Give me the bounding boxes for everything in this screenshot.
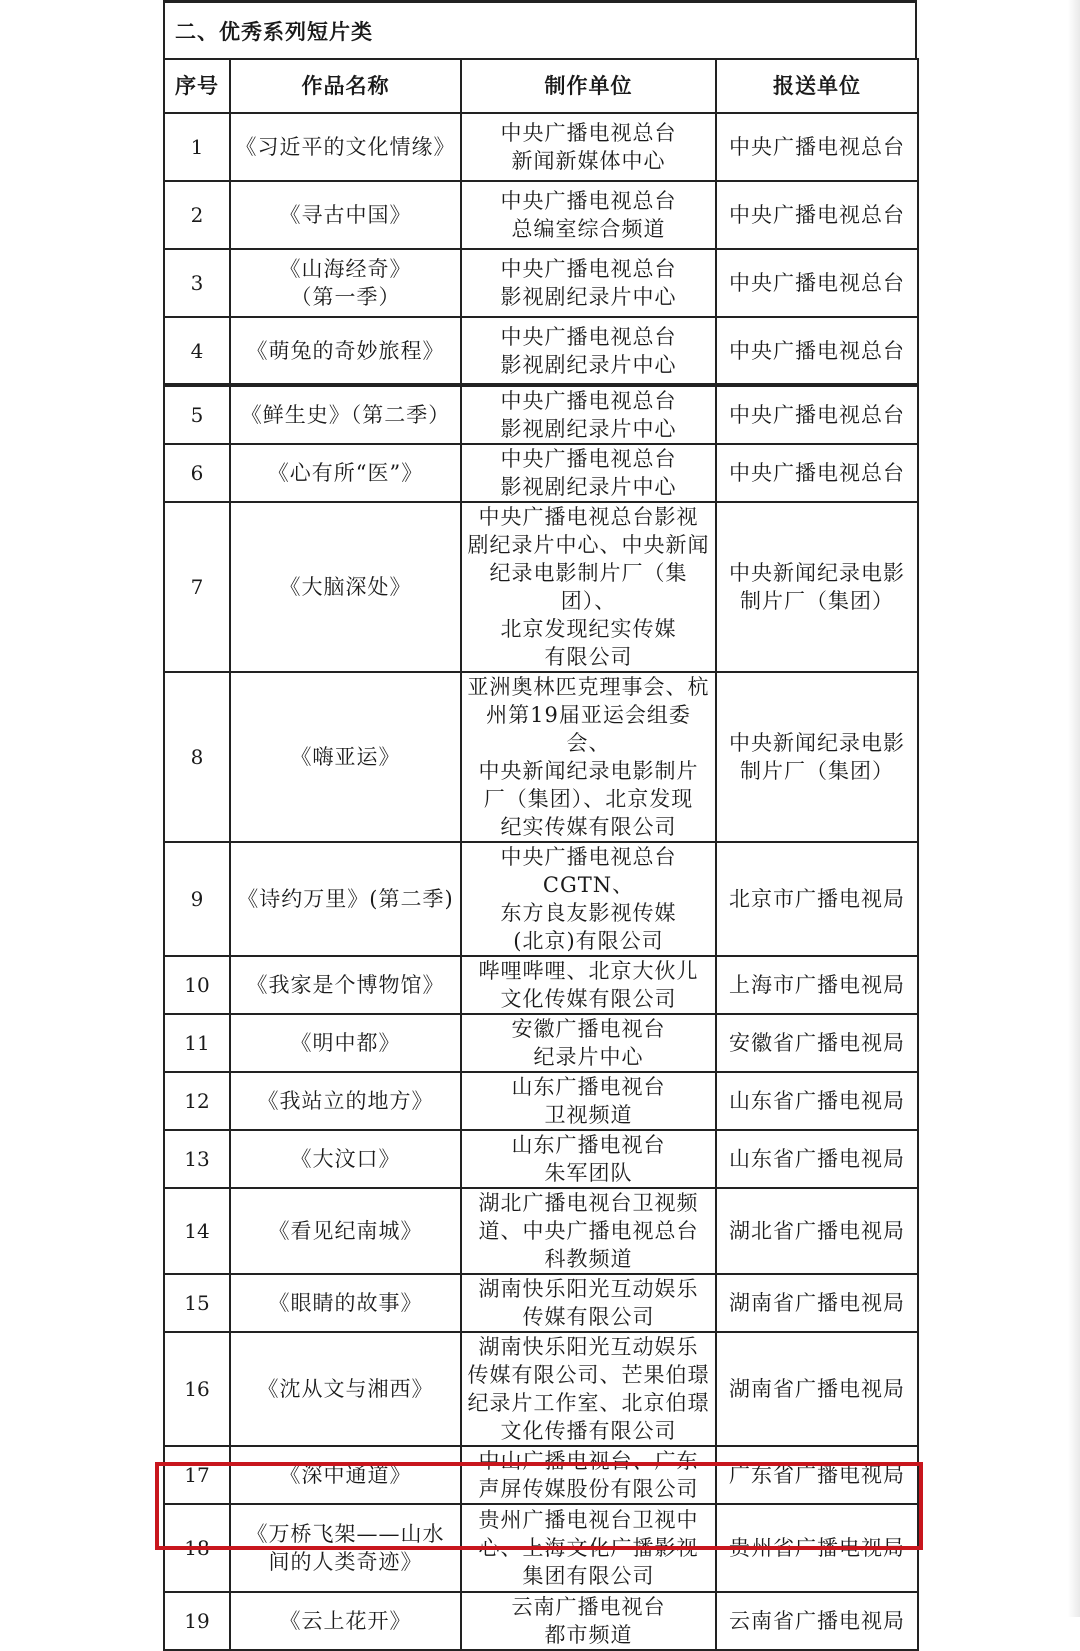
table-row [164,113,918,181]
table-row [164,181,918,249]
cell-submitter: 湖南省广播电视局 [716,1332,918,1446]
table-row [164,502,918,672]
cell-submitter: 中央广播电视总台 [716,249,918,317]
cell-maker: 中央广播电视总台 影视剧纪录片中心 [461,385,716,444]
cell-submitter: 湖北省广播电视局 [716,1188,918,1274]
cell-maker: 中央广播电视总台 影视剧纪录片中心 [461,249,716,317]
cell-title: 《眼睛的故事》 [230,1274,461,1332]
cell-maker: 云南广播电视台 都市频道 [461,1592,716,1650]
cell-maker: 湖北广播电视台卫视频 道、中央广播电视总台 科教频道 [461,1188,716,1274]
cell-num: 6 [164,444,230,502]
page-edge-shadow [1068,0,1080,1617]
table-row [164,1504,918,1592]
cell-title: 《万桥飞架——山水 间的人类奇迹》 [230,1504,461,1592]
cell-num: 12 [164,1072,230,1130]
table-row [164,1072,918,1130]
cell-title: 《沈从文与湘西》 [230,1332,461,1446]
table-row [164,1446,918,1504]
cell-submitter: 上海市广播电视局 [716,956,918,1014]
cell-num: 15 [164,1274,230,1332]
cell-title: 《我站立的地方》 [230,1072,461,1130]
cell-title: 《大汶口》 [230,1130,461,1188]
cell-submitter: 中央广播电视总台 [716,444,918,502]
cell-maker: 湖南快乐阳光互动娱乐 传媒有限公司 [461,1274,716,1332]
cell-submitter: 中央新闻纪录电影 制片厂（集团） [716,502,918,672]
cell-submitter: 中央广播电视总台 [716,113,918,181]
cell-num: 7 [164,502,230,672]
table-row [164,956,918,1014]
cell-submitter: 安徽省广播电视局 [716,1014,918,1072]
table-row [164,1274,918,1332]
cell-maker: 亚洲奥林匹克理事会、杭 州第19届亚运会组委会、 中央新闻纪录电影制片 厂（集团）、北京发现 纪实传媒有限公司 [461,672,716,842]
cell-maker: 山东广播电视台 朱军团队 [461,1130,716,1188]
cell-num: 9 [164,842,230,956]
cell-maker: 中央广播电视总台影视 剧纪录片中心、中央新闻 纪录电影制片厂（集团）、 北京发现纪实传媒 有限公司 [461,502,716,672]
cell-num: 3 [164,249,230,317]
cell-maker: 安徽广播电视台 纪录片中心 [461,1014,716,1072]
cell-submitter: 山东省广播电视局 [716,1130,918,1188]
cell-submitter: 云南省广播电视局 [716,1592,918,1650]
section-title: 二、优秀系列短片类 [163,0,917,58]
cell-num: 5 [164,385,230,444]
cell-maker: 中央广播电视总台 CGTN、 东方良友影视传媒 (北京)有限公司 [461,842,716,956]
cell-title: 《我家是个博物馆》 [230,956,461,1014]
cell-title: 《寻古中国》 [230,181,461,249]
table-row [164,1188,918,1274]
cell-num: 16 [164,1332,230,1446]
cell-title: 《大脑深处》 [230,502,461,672]
cell-num: 11 [164,1014,230,1072]
cell-title: 《诗约万里》(第二季) [230,842,461,956]
cell-submitter: 中央新闻纪录电影 制片厂（集团） [716,672,918,842]
cell-num: 8 [164,672,230,842]
table-header-row [164,59,918,113]
column-header-num: 序号 [164,59,230,113]
cell-title: 《看见纪南城》 [230,1188,461,1274]
table-row [164,1014,918,1072]
cell-num: 18 [164,1504,230,1592]
table-row [164,1592,918,1650]
cell-num: 17 [164,1446,230,1504]
table-row [164,1130,918,1188]
award-table [163,58,919,1651]
cell-title: 《嗨亚运》 [230,672,461,842]
cell-submitter: 中央广播电视总台 [716,317,918,385]
column-header-title: 作品名称 [230,59,461,113]
table-row [164,249,918,317]
cell-title: 《云上花开》 [230,1592,461,1650]
cell-num: 1 [164,113,230,181]
cell-submitter: 湖南省广播电视局 [716,1274,918,1332]
cell-num: 13 [164,1130,230,1188]
cell-submitter: 广东省广播电视局 [716,1446,918,1504]
award-list-sheet [163,0,917,1651]
cell-num: 14 [164,1188,230,1274]
cell-title: 《萌兔的奇妙旅程》 [230,317,461,385]
cell-submitter: 北京市广播电视局 [716,842,918,956]
cell-maker: 中央广播电视总台 总编室综合频道 [461,181,716,249]
cell-num: 4 [164,317,230,385]
column-header-submitter: 报送单位 [716,59,918,113]
cell-num: 19 [164,1592,230,1650]
cell-title: 《习近平的文化情缘》 [230,113,461,181]
cell-maker: 山东广播电视台 卫视频道 [461,1072,716,1130]
table-row [164,672,918,842]
cell-title: 《山海经奇》 （第一季） [230,249,461,317]
cell-submitter: 山东省广播电视局 [716,1072,918,1130]
table-row [164,385,918,444]
column-header-maker: 制作单位 [461,59,716,113]
table-row [164,444,918,502]
cell-maker: 中央广播电视总台 影视剧纪录片中心 [461,317,716,385]
cell-maker: 贵州广播电视台卫视中 心、上海文化广播影视 集团有限公司 [461,1504,716,1592]
cell-title: 《鲜生史》（第二季） [230,385,461,444]
cell-num: 10 [164,956,230,1014]
cell-maker: 中央广播电视总台 影视剧纪录片中心 [461,444,716,502]
table-row [164,842,918,956]
cell-maker: 中山广播电视台、广东 声屏传媒股份有限公司 [461,1446,716,1504]
cell-title: 《心有所“医”》 [230,444,461,502]
cell-title: 《深中通道》 [230,1446,461,1504]
cell-maker: 湖南快乐阳光互动娱乐 传媒有限公司、芒果伯璟 纪录片工作室、北京伯璟 文化传播有限公司 [461,1332,716,1446]
table-row [164,1332,918,1446]
cell-maker: 哔哩哔哩、北京大伙儿 文化传媒有限公司 [461,956,716,1014]
cell-num: 2 [164,181,230,249]
cell-submitter: 中央广播电视总台 [716,181,918,249]
cell-title: 《明中都》 [230,1014,461,1072]
cell-maker: 中央广播电视总台 新闻新媒体中心 [461,113,716,181]
table-row [164,317,918,385]
cell-submitter: 贵州省广播电视局 [716,1504,918,1592]
cell-submitter: 中央广播电视总台 [716,385,918,444]
